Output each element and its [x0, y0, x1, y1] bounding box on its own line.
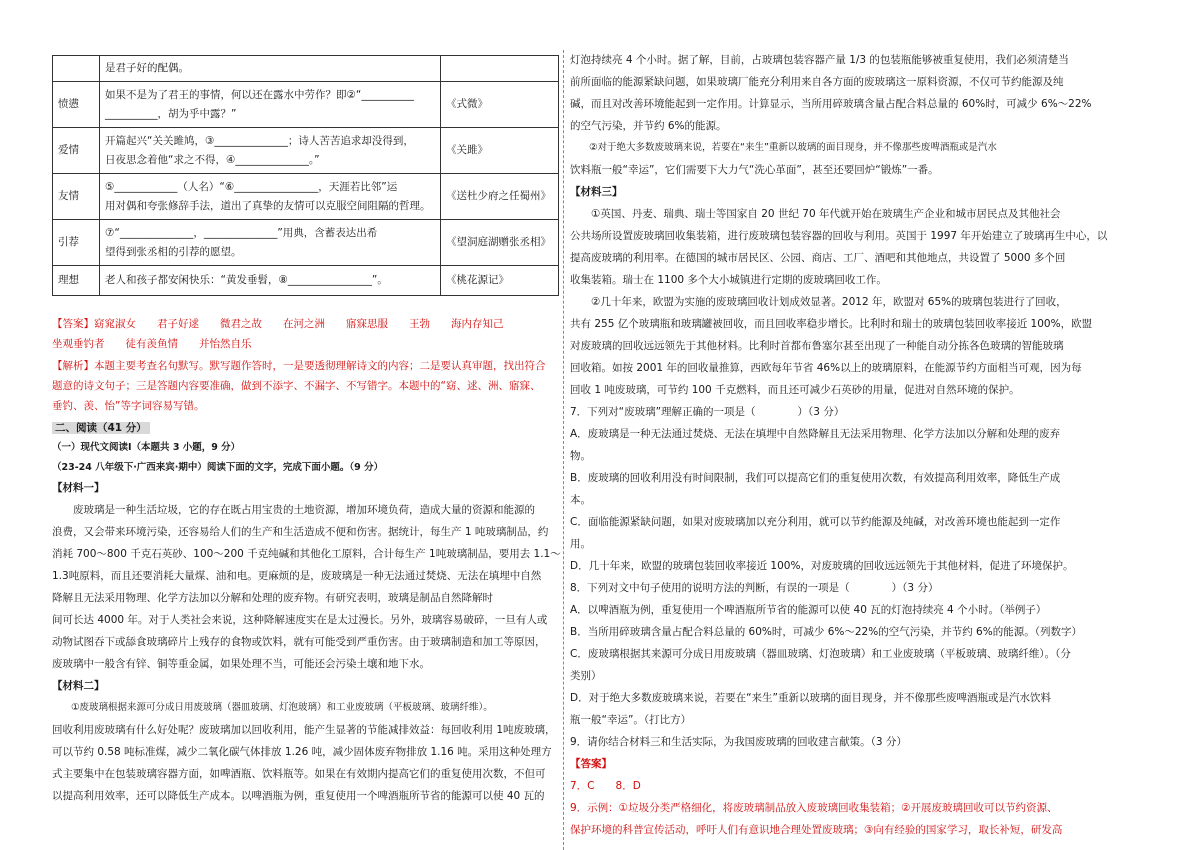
answer-line: 坐观垂钓者 徒有羡鱼情 并怡然自乐	[52, 338, 252, 350]
table-row	[53, 56, 559, 82]
table-cell-category	[53, 56, 100, 82]
table-cell-text: ⑤____________（人名）“⑥________________，天涯若比邻”运 用对偶和夸张修辞手法，道出了真挚的友情可以克服空间阻隔的哲理。	[100, 174, 441, 220]
paragraph-line: 间可长达 4000 年。对于人类社会来说，这种降解速度实在是太过漫长。另外，玻璃容易破碎，一旦有人或	[52, 614, 548, 626]
table-row	[53, 128, 559, 174]
table-row	[53, 174, 559, 220]
paragraph-line: 共有 255 亿个玻璃瓶和玻璃罐被回收，而且回收率稳步增长。比利时和瑞士的玻璃包装回收率接近 100%，欧盟	[570, 318, 1093, 330]
question-8-option: C．废玻璃根据其来源可分成日用废玻璃（器皿玻璃、灯泡玻璃）和工业废玻璃（平板玻璃、玻璃纤维）。（分	[570, 648, 1071, 660]
paragraph-line: 碱，而且对改善环境能起到一定作用。计算显示，当所用碎玻璃含量占配合料总量的 60%时，可减少 6%～22%	[570, 98, 1092, 110]
question-9: 9．请你结合材料三和生活实际，为我国废玻璃的回收建言献策。（3 分）	[570, 736, 907, 748]
paragraph-line: 废玻璃是一种生活垃圾，它的存在既占用宝贵的土地资源，增加环境负荷，造成大量的资源和能源的	[52, 504, 535, 516]
paragraph-line: 的空气污染，并节约 6%的能源。	[570, 120, 727, 132]
question-7-option: 物。	[570, 450, 591, 462]
question-8-option: B．当所用碎玻璃含量占配合料总量的 60%时，可减少 6%～22%的空气污染，并节约 6%的能源。（列数字）	[570, 626, 1082, 638]
question-8-option: 瓶一般“幸运”。（打比方）	[570, 714, 692, 726]
question-7-option: D．几十年来，欧盟的玻璃包装回收率接近 100%，对废玻璃的回收远远领先于其他材料，促进了环境保护。	[570, 560, 1074, 572]
paragraph-line: ①英国、丹麦、瑞典、瑞士等国家自 20 世纪 70 年代就开始在玻璃生产企业和城市居民点及其他社会	[570, 208, 1061, 220]
table-cell-category: 爱情	[53, 128, 100, 174]
question-7-option: 用。	[570, 538, 591, 550]
table-cell-text: 老人和孩子都安闲快乐：“黄发垂髫，⑧________________”。	[100, 266, 441, 296]
paragraph-line: 动物试图吞下或舔食玻璃碎片上残存的食物或饮料，就有可能受到严重伤害。由于玻璃制造和加工等原因，	[52, 636, 546, 648]
poem-table	[52, 55, 559, 296]
table-cell-category: 引荐	[53, 220, 100, 266]
table-cell-source: 《关雎》	[441, 128, 559, 174]
column-divider	[563, 50, 564, 850]
question-8-option: A．以啤酒瓶为例，重复使用一个啤酒瓶所节省的能源可以使 40 瓦的灯泡持续亮 4 个小时。（举例子）	[570, 604, 1047, 616]
answer-9-line: 9．示例：①垃圾分类严格细化，将废玻璃制品放入废玻璃回收集装箱；②开展废玻璃回收可以节约资源、	[570, 802, 1058, 814]
paragraph-line: 消耗 700～800 千克石英砂、100～200 千克纯碱和其他化工原料，合计每生产 1吨玻璃制品，要用去 1.1～	[52, 548, 561, 560]
material-2-title: 【材料二】	[52, 680, 105, 692]
paragraph-line: 废玻璃中一般含有锌、铜等重金属，如果处理不当，可能还会污染土壤和地下水。	[52, 658, 430, 670]
question-7-option: C．面临能源紧缺问题，如果对废玻璃加以充分利用，就可以节约能源及纯碱，对改善环境也能起到一定作	[570, 516, 1061, 528]
answer-9-line: 保护环境的科普宣传活动，呼吁人们有意识地合理处置废玻璃；③向有经验的国家学习，取长补短，研发高	[570, 824, 1063, 836]
table-cell-text: 是君子好的配偶。	[100, 56, 441, 82]
table-cell-text: 如果不是为了君王的事情，何以还在露水中劳作？即②“__________ __________，胡为乎中露？”	[100, 82, 441, 128]
answer-line: 【答案】窈窕淑女 君子好逑 微君之故 在河之洲 寤寐思服 王勃 海内存知己	[52, 318, 504, 330]
table-cell-category: 理想	[53, 266, 100, 296]
analysis-line: 垂钓、羡、怡”等字词容易写错。	[52, 400, 205, 412]
answer-7-8: 7．C 8．D	[570, 780, 641, 792]
paragraph-line: 公共场所设置废玻璃回收集装箱，进行废玻璃包装容器的回收与利用。英国于 1997 年开始建立了玻璃再生中心，以	[570, 230, 1108, 242]
question-8-option: 类别）	[570, 670, 602, 682]
paragraph-line: ②对于绝大多数废玻璃来说，若要在“来生”重新以玻璃的面目现身，并不像那些废啤酒瓶或是汽水	[570, 142, 997, 153]
question-8-option: D．对于绝大多数废玻璃来说，若要在“来生”重新以玻璃的面目现身，并不像那些废啤酒瓶或是汽水饮料	[570, 692, 1051, 704]
question-7: 7．下列对“废玻璃”理解正确的一项是（ ）（3 分）	[570, 406, 845, 418]
paragraph-line: 回收利用废玻璃有什么好处呢？废玻璃加以回收利用，能产生显著的节能减排效益：每回收利用 1吨废玻璃，	[52, 724, 556, 736]
material-3-title: 【材料三】	[570, 186, 623, 198]
paragraph-line: ②几十年来，欧盟为实施的废玻璃回收计划成效显著。2012 年，欧盟对 65%的玻璃包装进行了回收，	[570, 296, 1067, 308]
question-7-option: 本。	[570, 494, 591, 506]
paragraph-line: 以提高利用效率，还可以降低生产成本。以啤酒瓶为例，重复使用一个啤酒瓶所节省的能源可以使 40 瓦的	[52, 790, 545, 802]
table-cell-source: 《送杜少府之任蜀州》	[441, 174, 559, 220]
table-cell-source: 《式微》	[441, 82, 559, 128]
paragraph-line: 1.3吨原料，而且还要消耗大量煤、油和电。更麻烦的是，废玻璃是一种无法通过焚烧、无法在填埋中自然	[52, 570, 542, 582]
question-7-option: A．废玻璃是一种无法通过焚烧、无法在填埋中自然降解且无法采用物理、化学方法加以分解和处理的废弃	[570, 428, 1061, 440]
paragraph-line: 降解且无法采用物理、化学方法加以分解和处理的废弃物。有研究表明，玻璃是制品自然降解时	[52, 592, 493, 604]
paragraph-line: 灯泡持续亮 4 个小时。据了解，目前，占玻璃包装容器产量 1/3 的包装瓶能够被重复使用，我们必须清楚当	[570, 54, 1069, 66]
table-cell-source	[441, 56, 559, 82]
paragraph-line: 收集装箱。瑞士在 1100 多个大小城镇进行定期的废玻璃回收工作。	[570, 274, 887, 286]
table-row	[53, 266, 559, 296]
paragraph-line: ①废玻璃根据来源可分成日用废玻璃（器皿玻璃、灯泡玻璃）和工业废玻璃（平板玻璃、玻璃纤维）。	[52, 702, 493, 713]
table-cell-source: 《桃花源记》	[441, 266, 559, 296]
table-cell-category: 友情	[53, 174, 100, 220]
material-1-title: 【材料一】	[52, 482, 105, 494]
reading-intro: （23-24 八年级下·广西来宾·期中）阅读下面的文字，完成下面小题。（9 分）	[52, 462, 384, 473]
paragraph-line: 回收 1 吨废玻璃，可节约 100 千克燃料，而且还可减少石英砂的用量，促进对自然环境的保护。	[570, 384, 1020, 396]
paragraph-line: 可以节约 0.58 吨标准煤，减少二氧化碳气体排放 1.26 吨，减少固体废弃物排放 1.16 吨。采用这种处理方	[52, 746, 552, 758]
table-cell-category: 愤懑	[53, 82, 100, 128]
analysis-line: 题意的诗文句子；三是答题内容要准确，做到不添字、不漏字、不写错字。本题中的“窈、逑、洲、寤寐、	[52, 380, 541, 392]
table-cell-text: ⑦“______________，______________”用典，含蓄表达出希 望得到张丞相的引荐的愿望。	[100, 220, 441, 266]
paragraph-line: 饮料瓶一般“幸运”，它们需要下大力气“洗心革面”，甚至还要回炉“锻炼”一番。	[570, 164, 939, 176]
paragraph-line: 提高废玻璃的利用率。在德国的城市居民区、公园、商店、工厂、酒吧和其他地点，共设置了 5000 多个回	[570, 252, 1066, 264]
subsection-title: （一）现代文阅读Ⅰ（本题共 3 小题，9 分）	[52, 442, 241, 453]
analysis-line: 【解析】本题主要考查名句默写。默写题作答时，一是要透彻理解诗文的内容；二是要认真审题，找出符合	[52, 360, 546, 372]
paragraph-line: 浪费，又会带来环境污染，还容易给人们的生产和生活造成不便和伤害。据统计，每生产 1 吨玻璃制品，约	[52, 526, 549, 538]
table-row	[53, 82, 559, 128]
paragraph-line: 回收箱。如按 2001 年的回收量推算，西欧每年节省 46%以上的玻璃原料，在能源节约方面相当可观，因为每	[570, 362, 1082, 374]
question-8: 8．下列对文中句子使用的说明方法的判断，有误的一项是（ ）（3 分）	[570, 582, 939, 594]
table-row	[53, 220, 559, 266]
answer-label: 【答案】	[570, 758, 612, 770]
table-cell-text: 开篇起兴“关关雎鸠，③______________；诗人苦苦追求却没得到， 日夜思念着他“求之不得，④______________。”	[100, 128, 441, 174]
paragraph-line: 前所面临的能源紧缺问题，如果玻璃厂能充分利用来自各方面的废玻璃这一原料资源，不仅可节约能源及纯	[570, 76, 1064, 88]
paragraph-line: 式主要集中在包装玻璃容器方面，如啤酒瓶、饮料瓶等。如果在有效期内提高它们的重复使用次数，不但可	[52, 768, 546, 780]
table-cell-source: 《望洞庭湖赠张丞相》	[441, 220, 559, 266]
section-title: 二、阅读（41 分）	[52, 418, 150, 438]
question-7-option: B．废玻璃的回收利用没有时间限制，我们可以提高它们的重复使用次数，有效提高利用效率，降低生产成	[570, 472, 1061, 484]
paragraph-line: 对废玻璃的回收远远领先于其他材料。比利时首都布鲁塞尔甚至出现了一种能自动分拣各色玻璃的智能玻璃	[570, 340, 1064, 352]
